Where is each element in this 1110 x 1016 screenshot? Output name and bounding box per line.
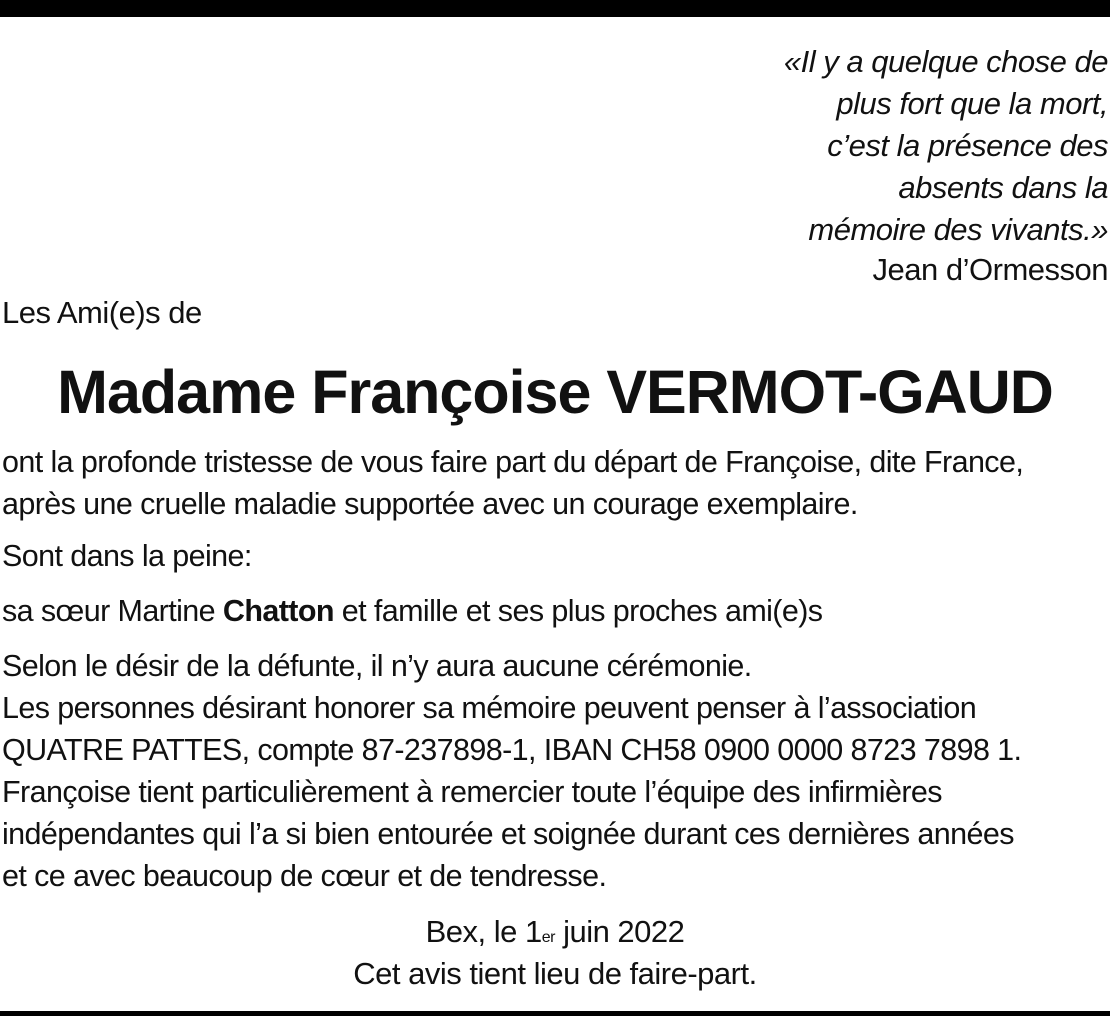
quote-line: absents dans la [898,170,1108,205]
details-paragraph [2,645,1108,897]
details-line: et ce avec beaucoup de cœur et de tendresse. [2,859,607,893]
mourners-prefix: sa sœur Martine [2,594,223,628]
mourners-line [2,590,1108,632]
announcement-line: après une cruelle maladie supportée avec un courage exemplaire. [2,487,858,521]
closing-note: Cet avis tient lieu de faire-part. [353,956,757,991]
announcement-line: ont la profonde tristesse de vous faire part du départ de Françoise, dite France, [2,445,1024,479]
epigraph-quote [784,41,1108,251]
mourners-heading: Sont dans la peine: [2,539,252,573]
closing-block [0,911,1110,995]
quote-line: c’est la présence des [827,128,1108,163]
quote-author: Jean d’Ormesson [872,252,1108,287]
details-line: indépendantes qui l’a si bien entourée et soignée durant ces dernières années [2,817,1014,851]
details-line: Françoise tient particulièrement à remercier toute l’équipe des infirmières [2,775,942,809]
quote-line: mémoire des vivants.» [808,212,1108,247]
details-line: Les personnes désirant honorer sa mémoire peuvent penser à l’association [2,691,977,725]
ordinal-suffix: er [541,929,555,946]
deceased-name: Madame Françoise VERMOT-GAUD [57,358,1053,426]
announcement-paragraph [2,441,1108,525]
top-border [0,0,1110,17]
intro-text: Les Ami(e)s de [2,295,202,330]
bottom-border [0,1011,1110,1016]
mourners-suffix: et famille et ses plus proches ami(e)s [333,594,823,628]
details-line: QUATRE PATTES, compte 87-237898-1, IBAN CH58 0900 0000 8723 7898 1. [2,733,1022,767]
place-and-date: Bex, le 1er juin 2022 [425,914,685,949]
details-line: Selon le désir de la défunte, il n’y aura aucune cérémonie. [2,649,752,683]
quote-line: «Il y a quelque chose de [783,44,1108,79]
quote-line: plus fort que la mort, [836,86,1108,121]
mourners-surname: Chatton [222,594,334,628]
